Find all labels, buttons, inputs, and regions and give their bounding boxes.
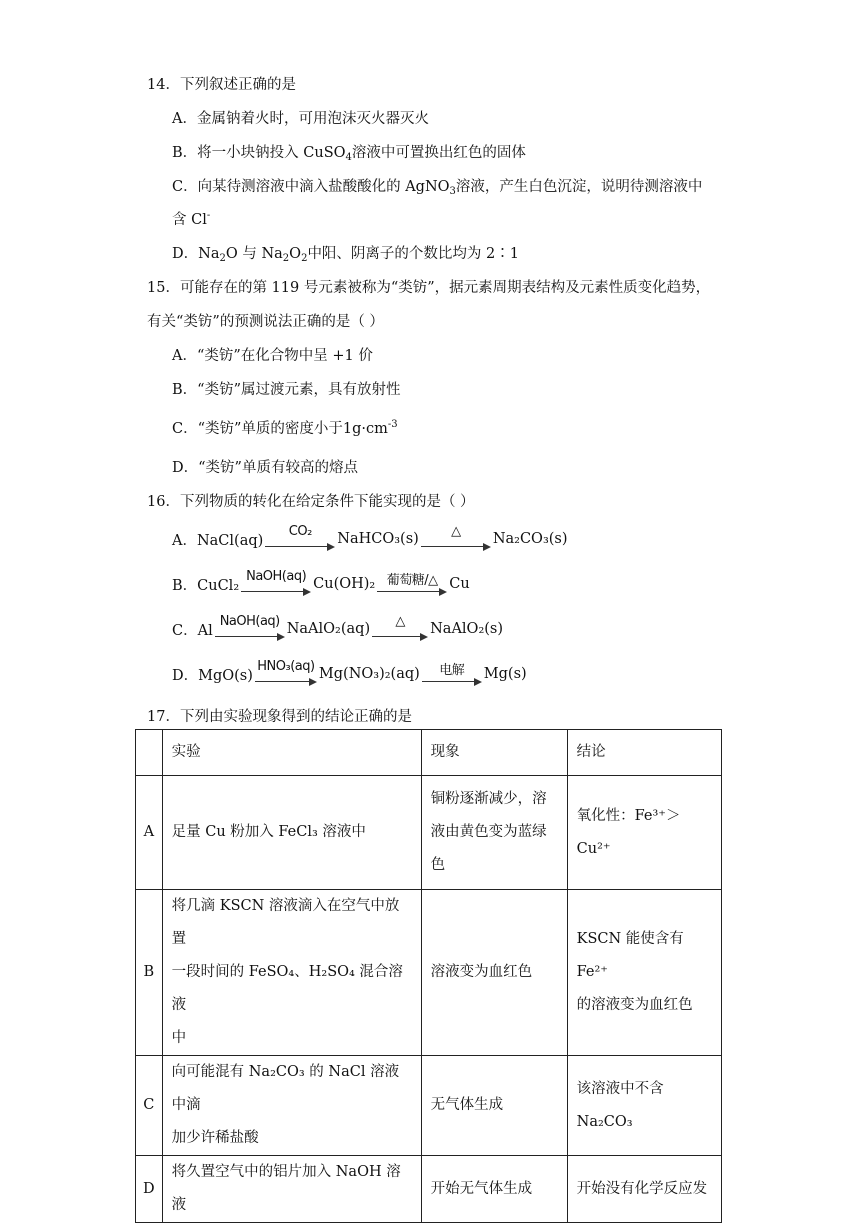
reaction-arrow: 电解 — [422, 661, 482, 687]
experiment-cell: 向可能混有 Na₂CO₃ 的 NaCl 溶液中滴 加少许稀盐酸 — [162, 1056, 421, 1156]
table-header-cell — [136, 730, 163, 776]
q15-option-d: D．“类钫”单质有较高的熔点 — [172, 460, 358, 476]
reaction-arrow: 葡萄糖/△ — [377, 571, 447, 597]
observation-cell: 溶液变为血红色 — [421, 890, 567, 1056]
table-header-cell: 结论 — [567, 730, 721, 776]
row-label: B — [136, 890, 163, 1056]
conclusion-cell: 开始没有化学反应发 — [567, 1156, 721, 1223]
table-header-cell: 实验 — [162, 730, 421, 776]
q14-option-c-continued: 含 Cl- — [172, 210, 211, 228]
q14-option-a: A．金属钠着火时，可用泡沫灭火器灭火 — [172, 111, 429, 127]
conclusion-cell: 该溶液中不含 Na₂CO₃ — [567, 1056, 721, 1156]
reaction-arrow: △ — [372, 616, 428, 642]
table-header-row — [136, 730, 722, 776]
conclusion-cell: KSCN 能使含有 Fe²⁺ 的溶液变为血红色 — [567, 890, 721, 1056]
experiment-cell: 将久置空气中的铝片加入 NaOH 溶液 — [162, 1156, 421, 1223]
reaction-arrow: HNO₃(aq) — [255, 661, 317, 687]
q15-stem-line2: 有关“类钫”的预测说法正确的是（ ） — [147, 314, 384, 330]
row-label: D — [136, 1156, 163, 1223]
conclusion-cell: 氧化性：Fe³⁺＞Cu²⁺ — [567, 776, 721, 890]
table-row — [136, 1156, 722, 1223]
reaction-arrow: NaOH(aq) — [241, 571, 311, 597]
table-row — [136, 1056, 722, 1156]
q16-option-d: D．MgO(s) HNO₃(aq) Mg(NO₃)₂(aq) 电解 Mg(s) — [172, 659, 527, 689]
q15-stem-line1: 15．可能存在的第 119 号元素被称为“类钫”，据元素周期表结构及元素性质变化趋势， — [147, 280, 711, 296]
table-row — [136, 776, 722, 890]
row-label: C — [136, 1056, 163, 1156]
observation-cell: 铜粉逐渐减少，溶 液由黄色变为蓝绿 色 — [421, 776, 567, 890]
observation-cell: 开始无气体生成 — [421, 1156, 567, 1223]
q16-option-a: A．NaCl(aq) CO₂ NaHCO₃(s) △ Na₂CO₃(s) — [172, 524, 568, 554]
q15-option-c: C．“类钫”单质的密度小于$1g\cdot cm^{-3}$ — [172, 419, 398, 437]
q16-stem: 16．下列物质的转化在给定条件下能实现的是（ ） — [147, 494, 475, 510]
q15-option-b: B．“类钫”属过渡元素，具有放射性 — [172, 382, 401, 398]
q14-stem: 14．下列叙述正确的是 — [147, 77, 296, 93]
q14-option-b: B．将一小块钠投入 CuSO$_4$溶液中可置换出红色的固体 — [172, 145, 526, 163]
q16-option-b: B．CuCl₂ NaOH(aq) Cu(OH)₂ 葡萄糖/△ Cu — [172, 569, 470, 599]
table-row — [136, 890, 722, 1056]
observation-cell: 无气体生成 — [421, 1056, 567, 1156]
reaction-arrow: NaOH(aq) — [215, 616, 285, 642]
experiment-cell: 将几滴 KSCN 溶液滴入在空气中放置 一段时间的 FeSO₄、H₂SO₄ 混合溶液 中 — [162, 890, 421, 1056]
reaction-arrow: △ — [421, 526, 491, 552]
reaction-arrow: CO₂ — [265, 526, 335, 552]
table-header-cell: 现象 — [421, 730, 567, 776]
experiment-cell: 足量 Cu 粉加入 FeCl₃ 溶液中 — [162, 776, 421, 890]
experiment-table — [135, 729, 722, 1223]
q17-stem: 17．下列由实验现象得到的结论正确的是 — [147, 709, 412, 725]
q15-option-a: A．“类钫”在化合物中呈 +1 价 — [172, 348, 373, 364]
q16-option-c: C．Al NaOH(aq) NaAlO₂(aq) △ NaAlO₂(s) — [172, 614, 503, 644]
row-label: A — [136, 776, 163, 890]
q14-option-d: D．$Na_2O$ 与 $Na_2O_2$中阳、阴离子的个数比均为 2∶1 — [172, 246, 519, 264]
q14-option-c: C．向某待测溶液中滴入盐酸酸化的 AgNO$_3$溶液，产生白色沉淀，说明待测溶液中 — [172, 179, 703, 197]
